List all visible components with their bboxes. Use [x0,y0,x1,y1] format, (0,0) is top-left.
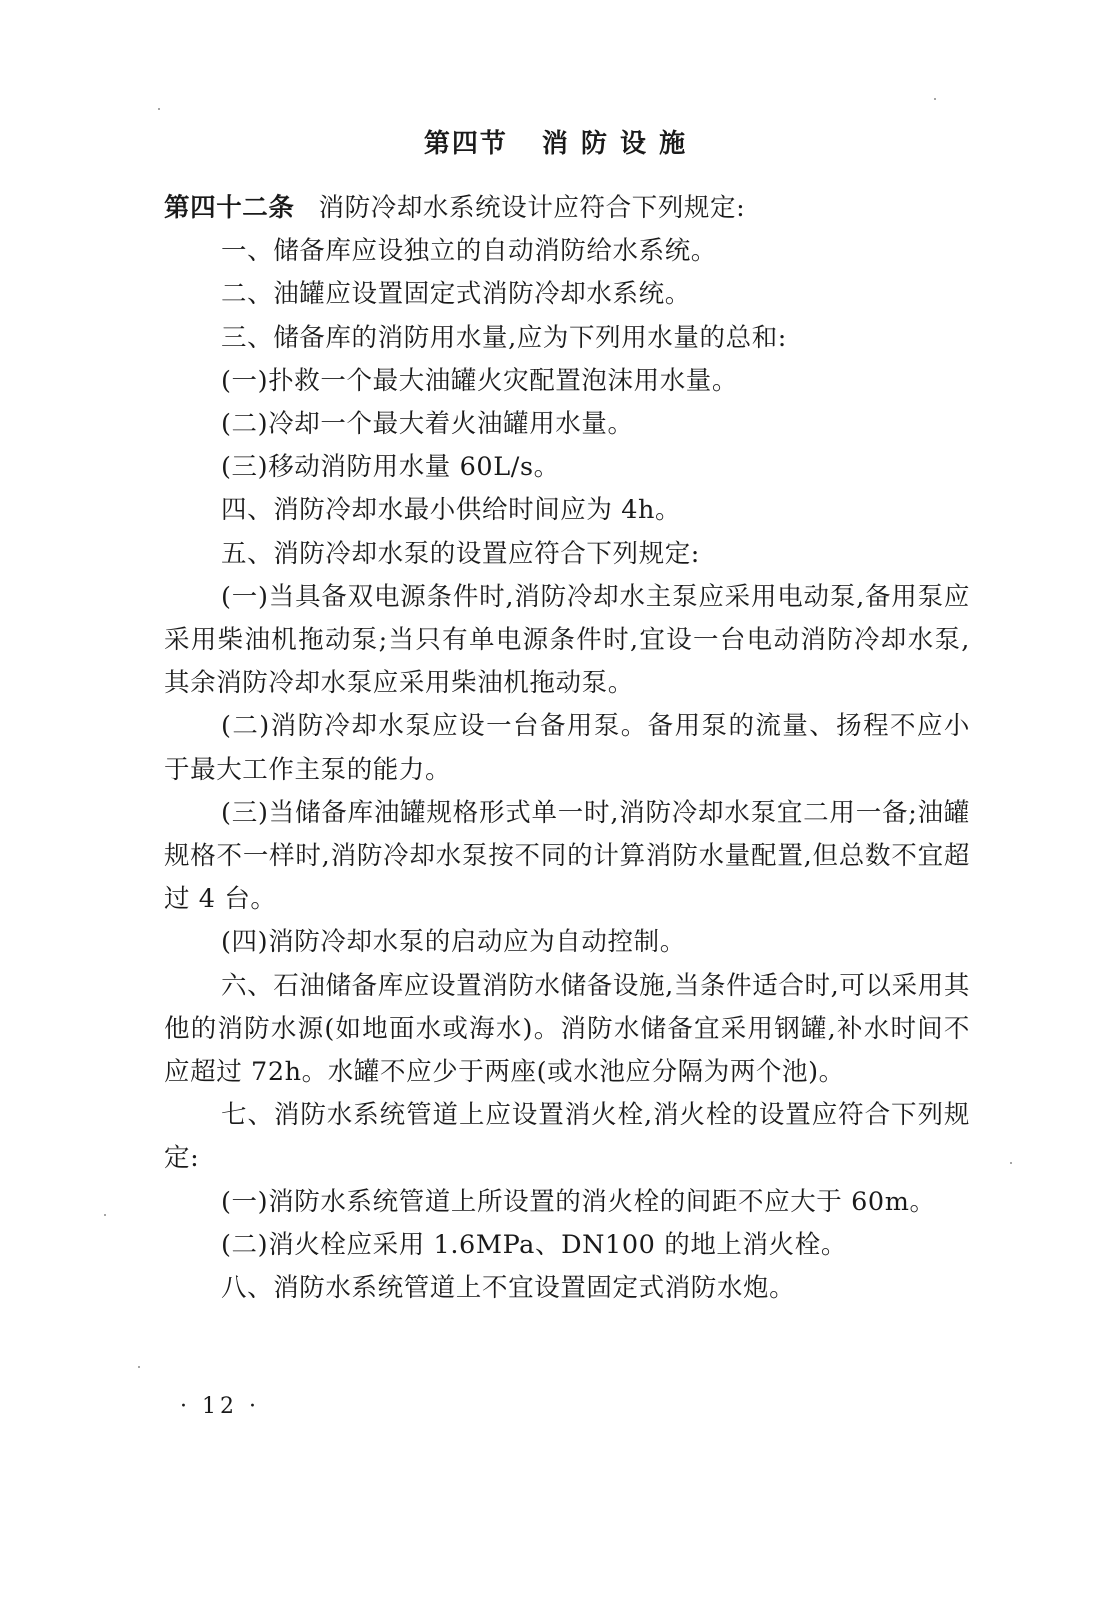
sub-clause-5-1: (一)当具备双电源条件时,消防冷却水主泵应采用电动泵,备用泵应采用柴油机拖动泵;当只有单电源条件时,宜设一台电动消防冷却水泵,其余消防冷却水泵应采用柴油机拖动泵。 [164,581,970,699]
scan-speck [1010,1162,1012,1164]
clause-8: 八、消防水系统管道上不宜设置固定式消防水炮。 [221,1273,796,1304]
sub-clause-7-1: (一)消防水系统管道上所设置的消火栓的间距不应大于 60m。 [221,1186,936,1217]
clause-1: 一、储备库应设独立的自动消防给水系统。 [221,236,717,267]
section-label: 第四节 [423,129,508,159]
sub-clause-3-2: (二)冷却一个最大着火油罐用水量。 [221,409,634,440]
clause-2: 二、油罐应设置固定式消防冷却水系统。 [221,279,691,310]
scan-speck [138,1366,140,1368]
scan-speck [158,108,160,110]
article-intro-paragraph [164,187,970,230]
scan-speck [934,98,936,100]
sub-clause-3-3: (三)移动消防用水量 60L/s。 [221,452,560,483]
sub-clause-5-2: (二)消防冷却水泵应设一台备用泵。备用泵的流量、扬程不应小于最大工作主泵的能力。 [164,711,970,785]
clause-7: 七、消防水系统管道上应设置消火栓,消火栓的设置应符合下列规定: [164,1100,970,1174]
article-heading: 第四十二条 [164,193,295,223]
article-body [164,187,970,1310]
clause-6: 六、石油储备库应设置消防水储备设施,当条件适合时,可以采用其他的消防水源(如地面水或海水)。消防水储备宜采用钢罐,补水时间不应超过 72h。水罐不应少于两座(或水池应分隔为两个池)。 [164,970,970,1088]
page-number: · 12 · [180,1394,260,1419]
clause-5: 五、消防冷却水泵的设置应符合下列规定: [221,538,700,569]
sub-clause-3-1: (一)扑救一个最大油罐火灾配置泡沫用水量。 [221,365,738,396]
scan-speck [104,1214,106,1216]
clause-4: 四、消防冷却水最小供给时间应为 4h。 [221,495,682,526]
section-name: 消 防 设 施 [541,129,688,159]
sub-clause-5-4: (四)消防冷却水泵的启动应为自动控制。 [221,927,686,958]
section-title [0,124,1111,164]
clause-3: 三、储备库的消防用水量,应为下列用水量的总和: [221,322,787,353]
article-intro: 消防冷却水系统设计应符合下列规定: [318,193,746,223]
sub-clause-5-3: (三)当储备库油罐规格形式单一时,消防冷却水泵宜二用一备;油罐规格不一样时,消防冷却水泵按不同的计算消防水量配置,但总数不宜超过 4 台。 [164,797,970,915]
sub-clause-7-2: (二)消火栓应采用 1.6MPa、DN100 的地上消火栓。 [221,1229,847,1260]
